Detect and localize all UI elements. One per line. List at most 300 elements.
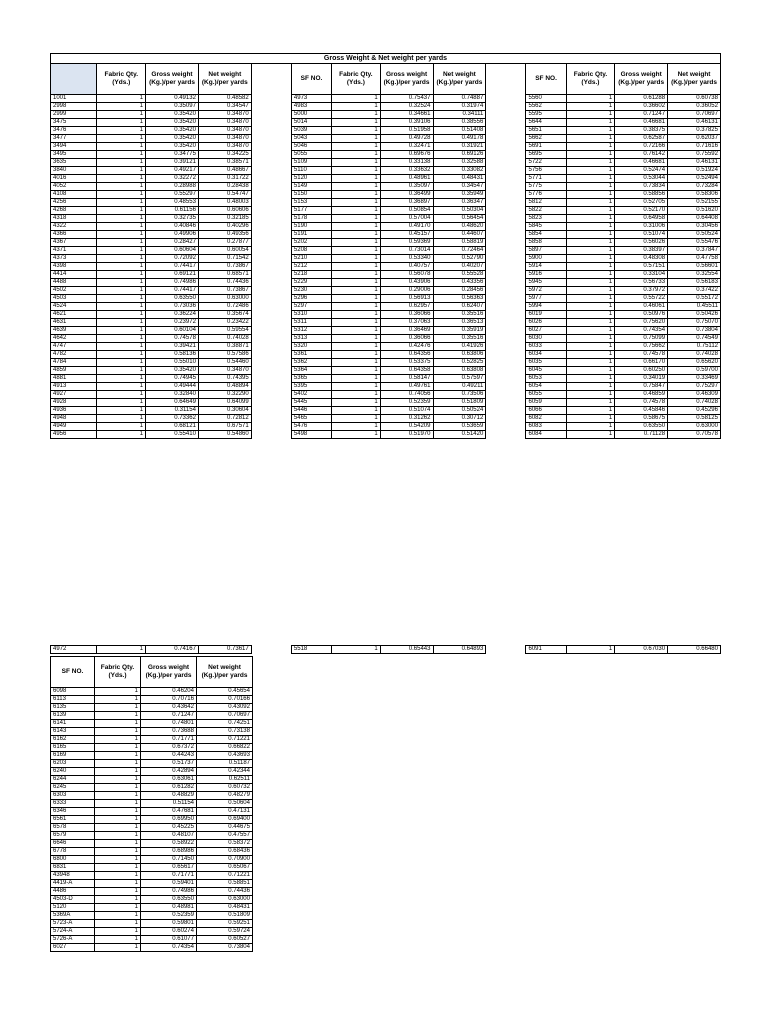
header-sf-no: SF NO. [51, 657, 95, 688]
net-weight-cell: 0.58306 [668, 191, 721, 199]
table-row [51, 319, 721, 327]
net-weight-cell: 0.59724 [197, 928, 253, 936]
sf-no-cell: 5109 [291, 159, 331, 167]
gross-weight-cell: 0.73014 [380, 247, 433, 255]
table-row [51, 335, 721, 343]
sf-no-cell: 4366 [51, 231, 97, 239]
fabric-qty-cell: 1 [97, 646, 146, 654]
column-gap [251, 135, 291, 143]
net-weight-cell: 0.47758 [668, 255, 721, 263]
table-row [51, 231, 721, 239]
gross-weight-cell: 0.54209 [380, 423, 433, 431]
sf-no-cell: 5858 [526, 239, 566, 247]
table-row [51, 728, 253, 736]
net-weight-cell: 0.30456 [668, 223, 721, 231]
sf-no-cell: 4371 [51, 247, 97, 255]
fabric-qty-cell: 1 [95, 912, 141, 920]
fabric-qty-cell: 1 [332, 207, 381, 215]
net-weight-cell: 0.46131 [668, 119, 721, 127]
column-gap [486, 183, 526, 191]
net-weight-cell: 0.42344 [197, 768, 253, 776]
net-weight-cell: 0.71542 [198, 255, 251, 263]
sf-no-cell: 5046 [291, 143, 331, 151]
fabric-qty-cell: 1 [97, 279, 146, 287]
sf-no-cell: 6098 [51, 688, 95, 696]
fabric-qty-cell: 1 [566, 399, 615, 407]
column-gap [251, 646, 291, 654]
gross-weight-cell: 0.42894 [141, 768, 197, 776]
net-weight-cell: 0.51187 [197, 760, 253, 768]
gross-weight-cell: 0.34775 [146, 151, 199, 159]
fabric-qty-cell: 1 [97, 423, 146, 431]
column-gap [486, 255, 526, 263]
sf-no-cell: 5465 [291, 415, 331, 423]
gross-weight-cell: 0.34019 [615, 375, 668, 383]
gross-weight-cell: 0.73362 [146, 415, 199, 423]
sf-no-cell: 5212 [291, 263, 331, 271]
net-weight-cell: 0.74028 [198, 335, 251, 343]
gross-weight-cell: 0.73834 [615, 183, 668, 191]
fabric-qty-cell: 1 [97, 103, 146, 111]
column-gap [251, 167, 291, 175]
fabric-qty-cell: 1 [95, 704, 141, 712]
column-gap [251, 143, 291, 151]
gross-weight-cell: 0.71771 [141, 872, 197, 880]
net-weight-cell: 0.74549 [668, 335, 721, 343]
gross-weight-cell: 0.68986 [141, 848, 197, 856]
sf-no-cell: 5120 [291, 175, 331, 183]
net-weight-cell: 0.50604 [197, 800, 253, 808]
sf-no-cell: 4524 [51, 303, 97, 311]
gross-weight-cell: 0.44243 [141, 752, 197, 760]
fabric-qty-cell: 1 [332, 183, 381, 191]
net-weight-cell: 0.74028 [668, 399, 721, 407]
sf-no-cell: 5498 [291, 431, 331, 439]
fabric-qty-cell: 1 [332, 119, 381, 127]
gross-weight-cell: 0.32272 [146, 175, 199, 183]
fabric-qty-cell: 1 [97, 239, 146, 247]
net-weight-cell: 0.68571 [198, 271, 251, 279]
sf-no-cell: 5945 [526, 279, 566, 287]
gross-weight-cell: 0.28988 [146, 183, 199, 191]
sf-no-cell: 6083 [526, 423, 566, 431]
sf-no-cell: 6066 [526, 407, 566, 415]
gross-weight-cell: 0.50976 [615, 311, 668, 319]
sf-no-cell: 6646 [51, 840, 95, 848]
fabric-qty-cell: 1 [332, 127, 381, 135]
gross-weight-cell: 0.34661 [380, 111, 433, 119]
gross-weight-cell: 0.61077 [141, 936, 197, 944]
gross-weight-cell: 0.58922 [141, 840, 197, 848]
fabric-qty-cell: 1 [97, 399, 146, 407]
fabric-qty-cell: 1 [332, 383, 381, 391]
column-gap [251, 191, 291, 199]
column-gap [251, 183, 291, 191]
fabric-qty-cell: 1 [95, 808, 141, 816]
net-weight-cell: 0.43356 [433, 279, 486, 287]
net-weight-cell: 0.56454 [433, 215, 486, 223]
fabric-qty-cell: 1 [97, 343, 146, 351]
table-row [51, 111, 721, 119]
fabric-qty-cell: 1 [97, 351, 146, 359]
fabric-qty-cell: 1 [332, 375, 381, 383]
column-gap [251, 263, 291, 271]
gross-weight-cell: 0.39121 [146, 159, 199, 167]
net-weight-cell: 0.46131 [668, 159, 721, 167]
gross-weight-cell: 0.53340 [380, 255, 433, 263]
fabric-qty-cell: 1 [95, 688, 141, 696]
sf-no-cell: 6027 [526, 327, 566, 335]
header-fabric-qty: Fabric Qty. (Yds.) [566, 64, 615, 95]
fabric-qty-cell: 1 [332, 646, 381, 654]
net-weight-cell: 0.47131 [197, 808, 253, 816]
gross-weight-cell: 0.43906 [380, 279, 433, 287]
gross-weight-cell: 0.74986 [141, 888, 197, 896]
net-weight-cell: 0.32588 [433, 159, 486, 167]
column-gap [486, 207, 526, 215]
net-weight-cell: 0.54860 [198, 431, 251, 439]
gross-weight-cell: 0.39421 [146, 343, 199, 351]
table-row [51, 712, 253, 720]
weight-table-continued [50, 656, 253, 952]
column-gap [251, 119, 291, 127]
sf-no-cell: 4621 [51, 311, 97, 319]
gross-weight-cell: 0.73688 [141, 728, 197, 736]
weight-table [50, 53, 721, 439]
gross-weight-cell: 0.36897 [380, 199, 433, 207]
fabric-qty-cell: 1 [95, 728, 141, 736]
net-weight-cell: 0.52790 [433, 255, 486, 263]
sf-no-cell: 5560 [526, 95, 566, 103]
sf-no-cell: 4928 [51, 399, 97, 407]
gross-weight-cell: 0.74578 [146, 335, 199, 343]
sf-no-cell: 5361 [291, 351, 331, 359]
fabric-qty-cell: 1 [566, 199, 615, 207]
fabric-qty-cell: 1 [332, 175, 381, 183]
table-title: Gross Weight & Net weight per yards [51, 54, 721, 64]
gross-weight-cell: 0.33104 [615, 271, 668, 279]
fabric-qty-cell: 1 [95, 904, 141, 912]
column-gap [251, 375, 291, 383]
gross-weight-cell: 0.35420 [146, 119, 199, 127]
net-weight-cell: 0.74028 [668, 351, 721, 359]
header-net-weight: Net weight (Kg.)/per yards [197, 657, 253, 688]
header-fabric-qty: Fabric Qty. (Yds.) [97, 64, 146, 95]
net-weight-cell: 0.62407 [433, 303, 486, 311]
net-weight-cell: 0.71221 [197, 872, 253, 880]
column-gap [486, 407, 526, 415]
fabric-qty-cell: 1 [97, 359, 146, 367]
gross-weight-cell: 0.48553 [146, 199, 199, 207]
gross-weight-cell: 0.35420 [146, 143, 199, 151]
sf-no-cell: 5149 [291, 183, 331, 191]
column-gap [486, 295, 526, 303]
table-row [51, 936, 253, 944]
column-gap [486, 335, 526, 343]
header-gross-weight: Gross weight (Kg.)/per yards [615, 64, 668, 95]
net-weight-cell: 0.74887 [433, 95, 486, 103]
sf-no-cell: 6026 [526, 319, 566, 327]
net-weight-cell: 0.48894 [198, 383, 251, 391]
sf-no-cell: 3475 [51, 119, 97, 127]
net-weight-cell: 0.30604 [198, 407, 251, 415]
column-gap [251, 111, 291, 119]
net-weight-cell: 0.51420 [433, 431, 486, 439]
sf-no-cell: 6244 [51, 776, 95, 784]
column-gap [486, 167, 526, 175]
sf-no-cell: 4642 [51, 335, 97, 343]
table-row [51, 351, 721, 359]
sf-no-cell: 5695 [526, 151, 566, 159]
table-row [51, 704, 253, 712]
gross-weight-cell: 0.52359 [141, 912, 197, 920]
column-gap [251, 127, 291, 135]
sf-no-cell: 6333 [51, 800, 95, 808]
fabric-qty-cell: 1 [97, 191, 146, 199]
column-gap [486, 263, 526, 271]
fabric-qty-cell: 1 [97, 231, 146, 239]
gross-weight-cell: 0.32840 [146, 391, 199, 399]
table-row [51, 407, 721, 415]
fabric-qty-cell: 1 [332, 255, 381, 263]
sf-no-cell: 4256 [51, 199, 97, 207]
gross-weight-cell: 0.48961 [380, 175, 433, 183]
sf-no-cell: 5110 [291, 167, 331, 175]
gross-weight-cell: 0.51074 [615, 231, 668, 239]
net-weight-cell: 0.47557 [197, 832, 253, 840]
gross-weight-cell: 0.75620 [615, 319, 668, 327]
sf-no-cell: 4913 [51, 383, 97, 391]
column-gap [486, 431, 526, 439]
fabric-qty-cell: 1 [95, 848, 141, 856]
gross-weight-cell: 0.55410 [146, 431, 199, 439]
gross-weight-cell: 0.74354 [141, 944, 197, 952]
gross-weight-cell: 0.35097 [146, 103, 199, 111]
fabric-qty-cell: 1 [97, 215, 146, 223]
sf-no-cell: 5362 [291, 359, 331, 367]
sf-no-cell: 6113 [51, 696, 95, 704]
net-weight-cell: 0.50304 [433, 207, 486, 215]
sf-no-cell: 5055 [291, 151, 331, 159]
header-gap [251, 64, 291, 95]
gross-weight-cell: 0.58147 [380, 375, 433, 383]
column-gap [251, 247, 291, 255]
table-row [51, 199, 721, 207]
fabric-qty-cell: 1 [97, 415, 146, 423]
gross-weight-cell: 0.64358 [380, 367, 433, 375]
gross-weight-cell: 0.32735 [146, 215, 199, 223]
fabric-qty-cell: 1 [566, 335, 615, 343]
column-gap [251, 351, 291, 359]
net-weight-cell: 0.38571 [198, 159, 251, 167]
gross-weight-cell: 0.51970 [380, 431, 433, 439]
gross-weight-cell: 0.48829 [141, 792, 197, 800]
table-row [51, 768, 253, 776]
column-gap [486, 151, 526, 159]
fabric-qty-cell: 1 [566, 391, 615, 399]
column-gap [486, 343, 526, 351]
table-row [51, 720, 253, 728]
gross-weight-cell: 0.40846 [146, 223, 199, 231]
table-row [51, 688, 253, 696]
net-weight-cell: 0.40296 [198, 223, 251, 231]
column-gap [486, 383, 526, 391]
table-row [51, 800, 253, 808]
gross-weight-cell: 0.59401 [141, 880, 197, 888]
net-weight-cell: 0.75070 [668, 319, 721, 327]
net-weight-cell: 0.58851 [197, 880, 253, 888]
fabric-qty-cell: 1 [332, 247, 381, 255]
gross-weight-cell: 0.75662 [615, 343, 668, 351]
sf-no-cell: 5310 [291, 311, 331, 319]
net-weight-cell: 0.23422 [198, 319, 251, 327]
net-weight-cell: 0.73804 [197, 944, 253, 952]
table-row [51, 119, 721, 127]
gross-weight-cell: 0.36469 [380, 327, 433, 335]
sf-no-cell: 6240 [51, 768, 95, 776]
fabric-qty-cell: 1 [97, 159, 146, 167]
gross-weight-cell: 0.37063 [380, 319, 433, 327]
sf-no-cell: 43948 [51, 872, 95, 880]
fabric-qty-cell: 1 [97, 223, 146, 231]
net-weight-cell: 0.75592 [668, 151, 721, 159]
net-weight-cell: 0.51924 [668, 167, 721, 175]
gross-weight-cell: 0.56078 [380, 271, 433, 279]
header-gross-weight: Gross weight (Kg.)/per yards [380, 64, 433, 95]
net-weight-cell: 0.34111 [433, 111, 486, 119]
fabric-qty-cell: 1 [566, 415, 615, 423]
sf-no-cell: 5595 [526, 111, 566, 119]
table-row [51, 159, 721, 167]
gross-weight-cell: 0.32471 [380, 143, 433, 151]
fabric-qty-cell: 1 [332, 343, 381, 351]
net-weight-cell: 0.31974 [433, 103, 486, 111]
gross-weight-cell: 0.49761 [380, 383, 433, 391]
gross-weight-cell: 0.46061 [615, 303, 668, 311]
gross-weight-cell: 0.46681 [615, 119, 668, 127]
column-gap [251, 359, 291, 367]
net-weight-cell: 0.28456 [433, 287, 486, 295]
sf-no-cell: 5518 [291, 646, 331, 654]
gross-weight-cell: 0.51958 [380, 127, 433, 135]
sf-no-cell: 6084 [526, 431, 566, 439]
gross-weight-cell: 0.52170 [615, 207, 668, 215]
fabric-qty-cell: 1 [332, 135, 381, 143]
gross-weight-cell: 0.31154 [146, 407, 199, 415]
table-row [51, 776, 253, 784]
net-weight-cell: 0.59251 [197, 920, 253, 928]
fabric-qty-cell: 1 [566, 423, 615, 431]
sf-no-cell: 5043 [291, 135, 331, 143]
net-weight-cell: 0.32554 [668, 271, 721, 279]
sf-no-cell: 5724-A [51, 928, 95, 936]
fabric-qty-cell: 1 [566, 375, 615, 383]
fabric-qty-cell: 1 [566, 191, 615, 199]
fabric-qty-cell: 1 [95, 872, 141, 880]
net-weight-cell: 0.46309 [668, 391, 721, 399]
net-weight-cell: 0.65067 [197, 864, 253, 872]
fabric-qty-cell: 1 [566, 311, 615, 319]
net-weight-cell: 0.73867 [198, 287, 251, 295]
fabric-qty-cell: 1 [332, 391, 381, 399]
fabric-qty-cell: 1 [95, 888, 141, 896]
header-net-weight: Net weight (Kg.)/per yards [668, 64, 721, 95]
fabric-qty-cell: 1 [566, 127, 615, 135]
sf-no-cell: 4502 [51, 287, 97, 295]
sf-no-cell: 5812 [526, 199, 566, 207]
sf-no-cell: 4318 [51, 215, 97, 223]
sf-no-cell: 6054 [526, 383, 566, 391]
table-row [51, 944, 253, 952]
column-gap [486, 311, 526, 319]
table-row [51, 880, 253, 888]
sf-no-cell: 6035 [526, 359, 566, 367]
net-weight-cell: 0.53659 [433, 423, 486, 431]
sf-no-cell: 5296 [291, 295, 331, 303]
fabric-qty-cell: 1 [566, 239, 615, 247]
sf-no-cell: 5775 [526, 183, 566, 191]
gross-weight-cell: 0.70716 [141, 696, 197, 704]
fabric-qty-cell: 1 [566, 119, 615, 127]
gross-weight-cell: 0.75847 [615, 383, 668, 391]
table-row [51, 744, 253, 752]
gross-weight-cell: 0.64356 [380, 351, 433, 359]
sf-no-cell: 5900 [526, 255, 566, 263]
net-weight-cell: 0.43092 [197, 704, 253, 712]
sf-no-cell: 6578 [51, 824, 95, 832]
fabric-qty-cell: 1 [95, 744, 141, 752]
sf-no-cell: 5977 [526, 295, 566, 303]
fabric-qty-cell: 1 [566, 167, 615, 175]
table-row [51, 816, 253, 824]
table-row [51, 896, 253, 904]
net-weight-cell: 0.74251 [197, 720, 253, 728]
gross-weight-cell: 0.52705 [615, 199, 668, 207]
net-weight-cell: 0.34870 [198, 143, 251, 151]
column-gap [486, 159, 526, 167]
fabric-qty-cell: 1 [95, 840, 141, 848]
gross-weight-cell: 0.38375 [615, 127, 668, 135]
sf-no-cell: 5312 [291, 327, 331, 335]
sf-no-cell: 6141 [51, 720, 95, 728]
fabric-qty-cell: 1 [332, 351, 381, 359]
sf-no-cell: 5644 [526, 119, 566, 127]
sf-no-cell: 6169 [51, 752, 95, 760]
table-row [51, 832, 253, 840]
net-weight-cell: 0.31722 [198, 175, 251, 183]
fabric-qty-cell: 1 [97, 319, 146, 327]
gross-weight-cell: 0.45157 [380, 231, 433, 239]
net-weight-cell: 0.73506 [433, 391, 486, 399]
sf-no-cell: 5756 [526, 167, 566, 175]
gross-weight-cell: 0.35420 [146, 111, 199, 119]
fabric-qty-cell: 1 [97, 207, 146, 215]
sf-no-cell: 6203 [51, 760, 95, 768]
column-gap [486, 303, 526, 311]
net-weight-cell: 0.45511 [668, 303, 721, 311]
gross-weight-cell: 0.49132 [146, 95, 199, 103]
fabric-qty-cell: 1 [332, 263, 381, 271]
fabric-qty-cell: 1 [332, 319, 381, 327]
sf-no-cell: 2999 [51, 111, 97, 119]
sf-no-cell: 4948 [51, 415, 97, 423]
fabric-qty-cell: 1 [566, 319, 615, 327]
net-weight-cell: 0.67571 [198, 423, 251, 431]
gross-weight-cell: 0.49170 [380, 223, 433, 231]
column-gap [486, 103, 526, 111]
table-row [51, 646, 721, 654]
gross-weight-cell: 0.49217 [146, 167, 199, 175]
